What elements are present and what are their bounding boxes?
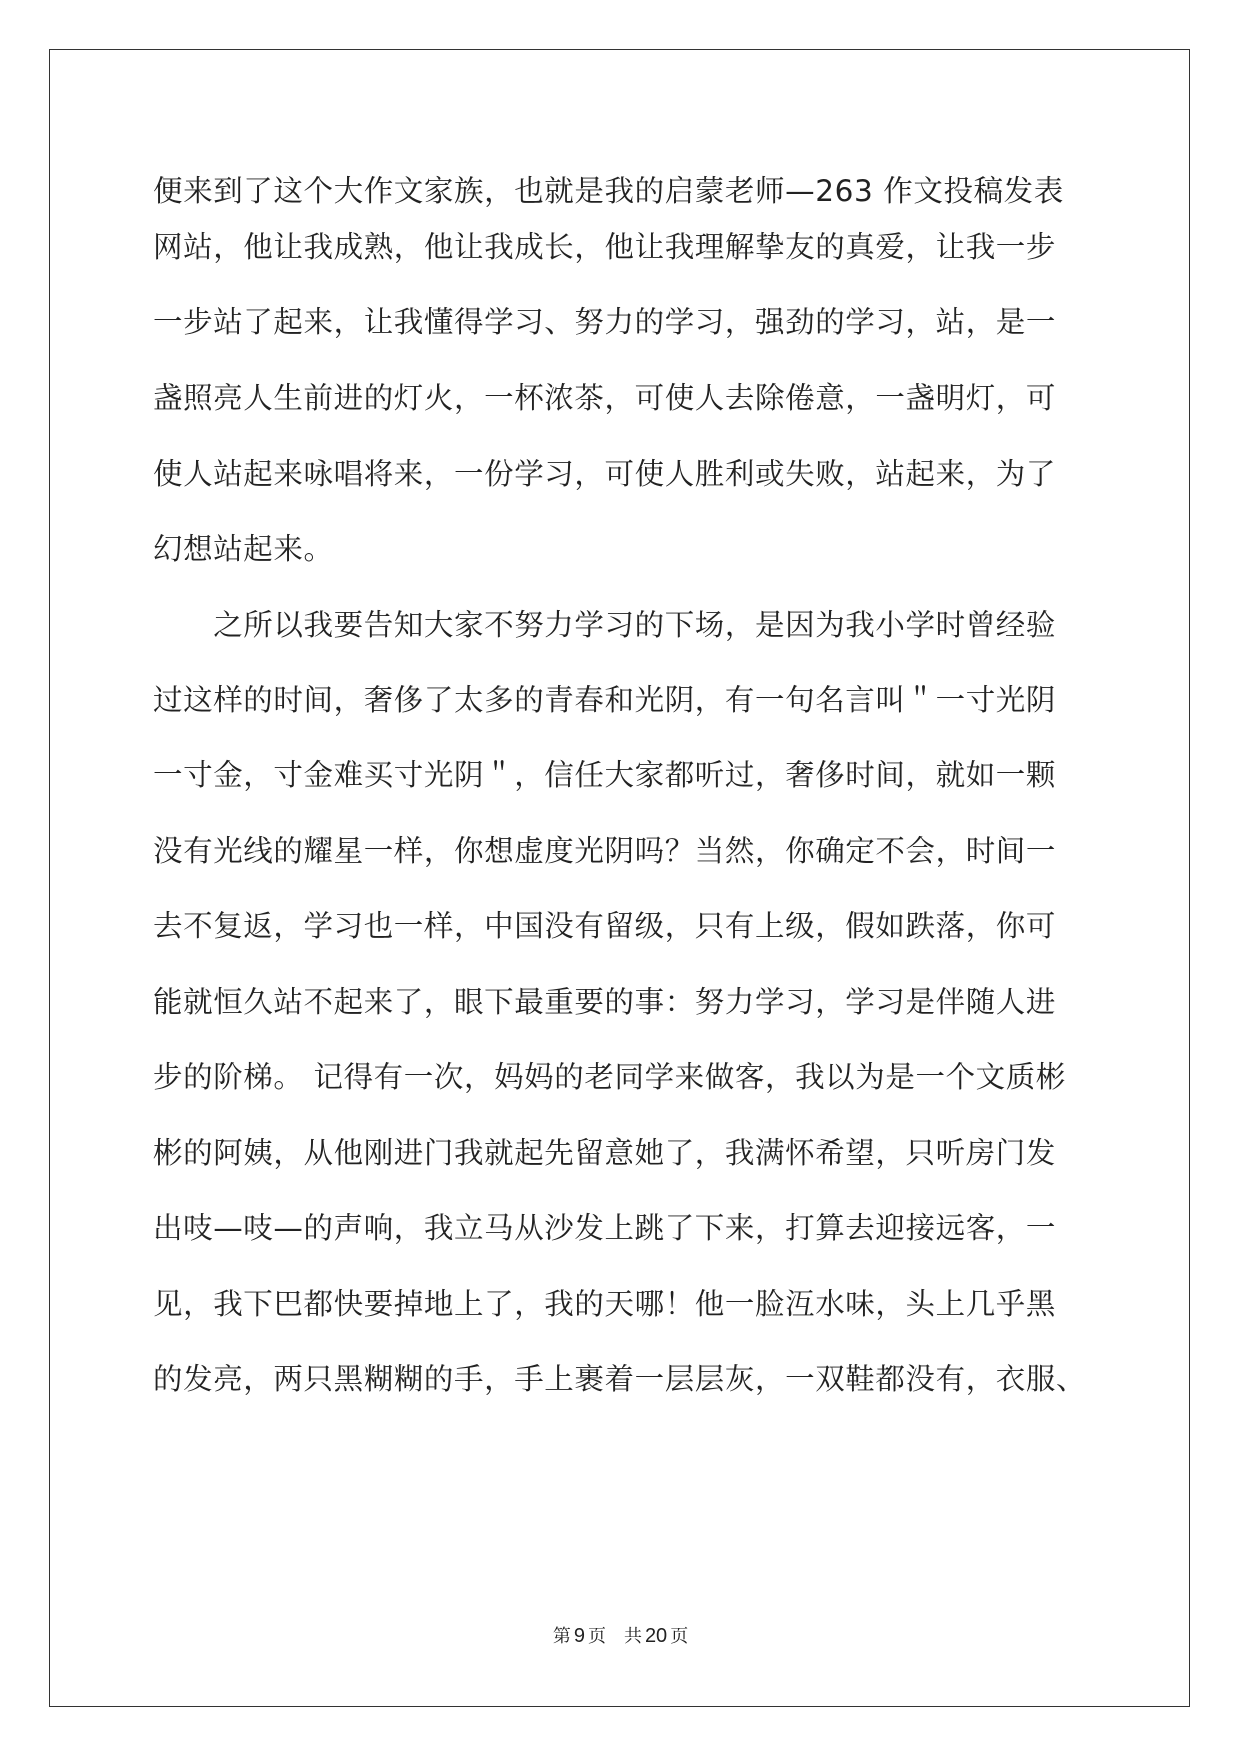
text-line: 网站，他让我成熟，他让我成长，他让我理解挚友的真爱，让我一步 xyxy=(153,230,1057,264)
page-border xyxy=(49,49,1190,1707)
text-line: 盏照亮人生前进的灯火，一杯浓茶，可使人去除倦意，一盏明灯，可 xyxy=(153,381,1057,415)
text-line: 的发亮，两只黑糊糊的手，手上裹着一层层灰，一双鞋都没有，衣服、 xyxy=(153,1362,1087,1396)
text-line: 步的阶梯。 记得有一次，妈妈的老同学来做客，我以为是一个文质彬 xyxy=(153,1060,1066,1094)
footer-page-unit: 页 xyxy=(587,1626,606,1647)
text-line: 之所以我要告知大家不努力学习的下场，是因为我小学时曾经验 xyxy=(153,608,1057,642)
text-line: 一寸金，寸金难买寸光阴＂，信任大家都听过，奢侈时间，就如一颗 xyxy=(153,758,1057,792)
text-line: 过这样的时间，奢侈了太多的青春和光阴，有一句名言叫＂一寸光阴 xyxy=(153,683,1057,717)
text-line: 彬的阿姨，从他刚进门我就起先留意她了，我满怀希望，只听房门发 xyxy=(153,1136,1057,1170)
footer-page-total: 20 xyxy=(644,1625,668,1647)
text-line: 幻想站起来。 xyxy=(153,532,334,566)
text-line: 出吱—吱—的声响，我立马从沙发上跳了下来，打算去迎接远客，一 xyxy=(153,1211,1057,1245)
text-line: 使人站起来咏唱将来，一份学习，可使人胜利或失败，站起来，为了 xyxy=(153,457,1057,491)
text-line: 见，我下巴都快要掉地上了，我的天哪！他一脸沍水味，头上几乎黑 xyxy=(153,1287,1057,1321)
footer-page-current: 9 xyxy=(573,1625,585,1647)
page-footer xyxy=(0,1624,1241,1649)
footer-total-unit: 页 xyxy=(670,1626,689,1647)
footer-page-prefix: 第 xyxy=(552,1626,571,1647)
text-line: 没有光线的耀星一样，你想虚度光阴吗？当然，你确定不会，时间一 xyxy=(153,834,1057,868)
text-line: 便来到了这个大作文家族，也就是我的启蒙老师—263 作文投稿发表 xyxy=(153,174,1064,208)
text-line: 去不复返，学习也一样，中国没有留级，只有上级，假如跌落，你可 xyxy=(153,909,1057,943)
text-line: 能就恒久站不起来了，眼下最重要的事：努力学习，学习是伴随人进 xyxy=(153,985,1057,1019)
footer-total-prefix: 共 xyxy=(623,1626,642,1647)
text-line: 一步站了起来，让我懂得学习、努力的学习，强劲的学习，站，是一 xyxy=(153,305,1057,339)
